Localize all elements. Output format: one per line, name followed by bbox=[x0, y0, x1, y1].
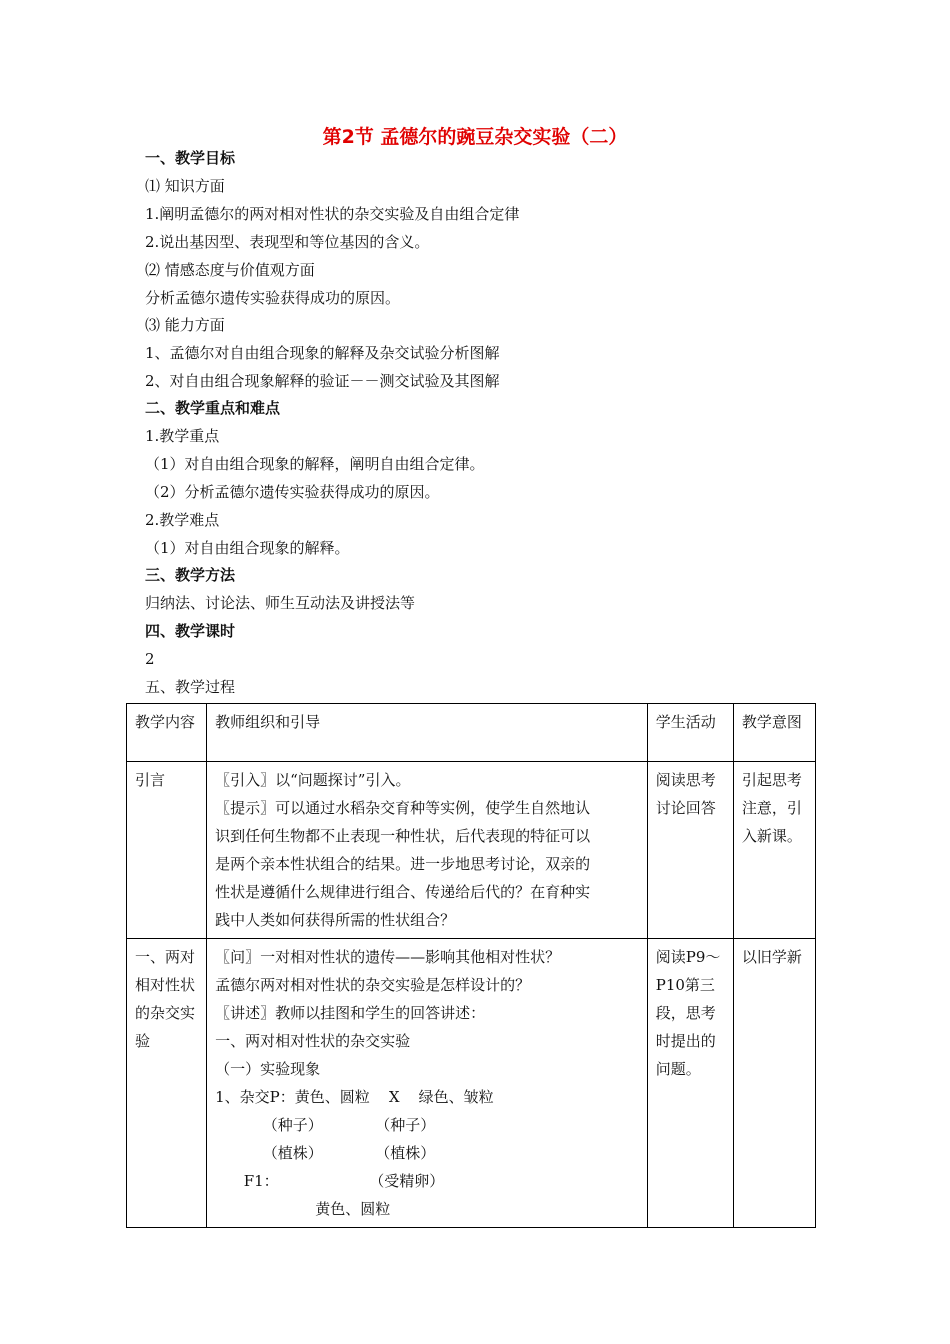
text-line: 2、对自由组合现象解释的验证－－测交试验及其图解 bbox=[145, 372, 500, 390]
teacher-line: 性状是遵循什么规律进行组合、传递给后代的？在育种实 bbox=[215, 883, 591, 901]
text-line: 2.说出基因型、表现型和等位基因的含义。 bbox=[145, 233, 430, 251]
cell-intent: 以旧学新 bbox=[733, 939, 815, 1228]
cell-content: 引言 bbox=[127, 762, 207, 939]
cell-content: 一、两对相对性状的杂交实验 bbox=[127, 939, 207, 1228]
section-heading: 四、教学课时 bbox=[145, 622, 236, 640]
teacher-line: 1、杂交P：黄色、圆粒 X 绿色、皱粒 bbox=[215, 1088, 494, 1106]
header-content: 教学内容 bbox=[127, 704, 207, 762]
teacher-line: （一）实验现象 bbox=[215, 1060, 321, 1078]
table-row bbox=[127, 762, 816, 939]
table-header-row bbox=[127, 704, 816, 762]
cell-intent: 引起思考注意，引入新课。 bbox=[733, 762, 815, 939]
teacher-line: F1： （受精卵） bbox=[215, 1172, 445, 1190]
page-title: 第2节 孟德尔的豌豆杂交实验（二） bbox=[322, 126, 628, 148]
section-heading: 三、教学方法 bbox=[145, 566, 236, 584]
teacher-line: 践中人类如何获得所需的性状组合？ bbox=[215, 911, 456, 929]
table-row bbox=[127, 939, 816, 1228]
text-line: 归纳法、讨论法、师生互动法及讲授法等 bbox=[145, 594, 416, 612]
teacher-line: 〖讲述〗教师以挂图和学生的回答讲述： bbox=[215, 1004, 486, 1022]
text-line: （1）对自由组合现象的解释。 bbox=[145, 539, 350, 557]
text-line: 2 bbox=[145, 650, 155, 668]
text-line: 1、孟德尔对自由组合现象的解释及杂交试验分析图解 bbox=[145, 344, 500, 362]
subsection-heading: 1.教学重点 bbox=[145, 427, 220, 445]
teacher-line: 〖问〗一对相对性状的遗传——影响其他相对性状？ bbox=[215, 948, 561, 966]
cell-student: 阅读P9～P10第三段，思考时提出的问题。 bbox=[647, 939, 733, 1228]
teacher-line: 〖引入〗以“问题探讨”引入。 bbox=[215, 771, 411, 789]
section-heading: 一、教学目标 bbox=[145, 149, 236, 167]
text-line: （2）分析孟德尔遗传实验获得成功的原因。 bbox=[145, 483, 440, 501]
teacher-line: 〖提示〗可以通过水稻杂交育种等实例，使学生自然地认 bbox=[215, 799, 591, 817]
subsection-heading: 2.教学难点 bbox=[145, 511, 220, 529]
teacher-line: （种子） （种子） bbox=[215, 1116, 436, 1134]
section-heading: 二、教学重点和难点 bbox=[145, 399, 281, 417]
subsection-heading: ⑶ 能力方面 bbox=[145, 316, 225, 334]
teacher-line: 黄色、圆粒 bbox=[215, 1200, 391, 1218]
header-intent: 教学意图 bbox=[733, 704, 815, 762]
header-student: 学生活动 bbox=[647, 704, 733, 762]
teacher-line: 识到任何生物都不止表现一种性状，后代表现的特征可以 bbox=[215, 827, 591, 845]
text-line: 1.阐明孟德尔的两对相对性状的杂交实验及自由组合定律 bbox=[145, 205, 520, 223]
cell-student: 阅读思考讨论回答 bbox=[647, 762, 733, 939]
teacher-line: （植株） （植株） bbox=[215, 1144, 436, 1162]
subsection-heading: ⑴ 知识方面 bbox=[145, 177, 225, 195]
cell-teacher bbox=[207, 939, 648, 1228]
header-teacher: 教师组织和引导 bbox=[207, 704, 648, 762]
cell-teacher bbox=[207, 762, 648, 939]
text-line: 分析孟德尔遗传实验获得成功的原因。 bbox=[145, 289, 401, 307]
text-line: （1）对自由组合现象的解释，阐明自由组合定律。 bbox=[145, 455, 485, 473]
teacher-line: 孟德尔两对相对性状的杂交实验是怎样设计的？ bbox=[215, 976, 531, 994]
section-heading: 五、教学过程 bbox=[145, 678, 236, 696]
teacher-line: 是两个亲本性状组合的结果。进一步地思考讨论，双亲的 bbox=[215, 855, 591, 873]
teacher-line: 一、两对相对性状的杂交实验 bbox=[215, 1032, 411, 1050]
teaching-process-table bbox=[126, 703, 816, 1228]
subsection-heading: ⑵ 情感态度与价值观方面 bbox=[145, 261, 315, 279]
